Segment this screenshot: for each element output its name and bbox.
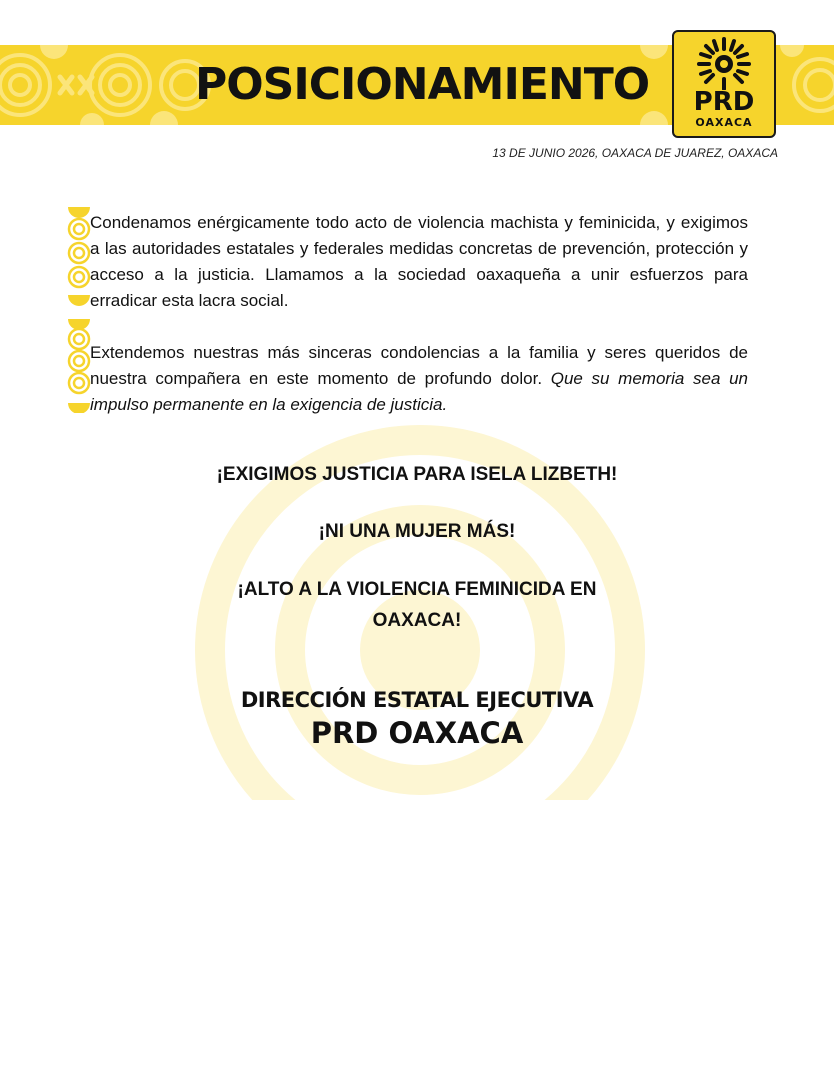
logo-subtitle: OAXACA — [695, 116, 753, 129]
sun-icon — [696, 36, 752, 90]
paragraph-condolences-text: Extendemos nuestras más sinceras condolencias a la familia y seres queridos de nuestra compañera en este momento de profundo dolor. — [90, 343, 748, 388]
prd-logo — [672, 30, 776, 138]
paragraph-condolences-italic: Que su memoria sea un impulso permanente en la exigencia de justicia. — [90, 369, 748, 414]
signature-office: DIRECCIÓN ESTATAL EJECUTIVA — [240, 688, 594, 712]
paragraph-condemnation: Condenamos enérgicamente todo acto de violencia machista y feminicida, y exigimos a las autoridades estatales y federales medidas concretas de prevención, protección y acceso a la justicia. Llamamos a la sociedad oaxaqueña a unir esfuerzos para erradicar esta lacra social. — [90, 213, 748, 310]
signature-party: PRD OAXACA — [310, 716, 524, 750]
logo-name: PRD — [693, 87, 755, 117]
dateline: 13 DE JUNIO 2026, OAXACA DE JUAREZ, OAXACA — [492, 146, 778, 160]
slogan-alto-violencia: ¡ALTO A LA VIOLENCIA FEMINICIDA EN OAXACA! — [237, 579, 597, 631]
paragraph-condolences — [90, 340, 748, 418]
slogan-ni-una-mas: ¡NI UNA MUJER MÁS! — [318, 521, 516, 542]
decorative-strip — [66, 207, 92, 413]
document-title: POSICIONAMIENTO — [195, 59, 650, 110]
slogan-justice: ¡EXIGIMOS JUSTICIA PARA ISELA LIZBETH! — [216, 464, 618, 485]
